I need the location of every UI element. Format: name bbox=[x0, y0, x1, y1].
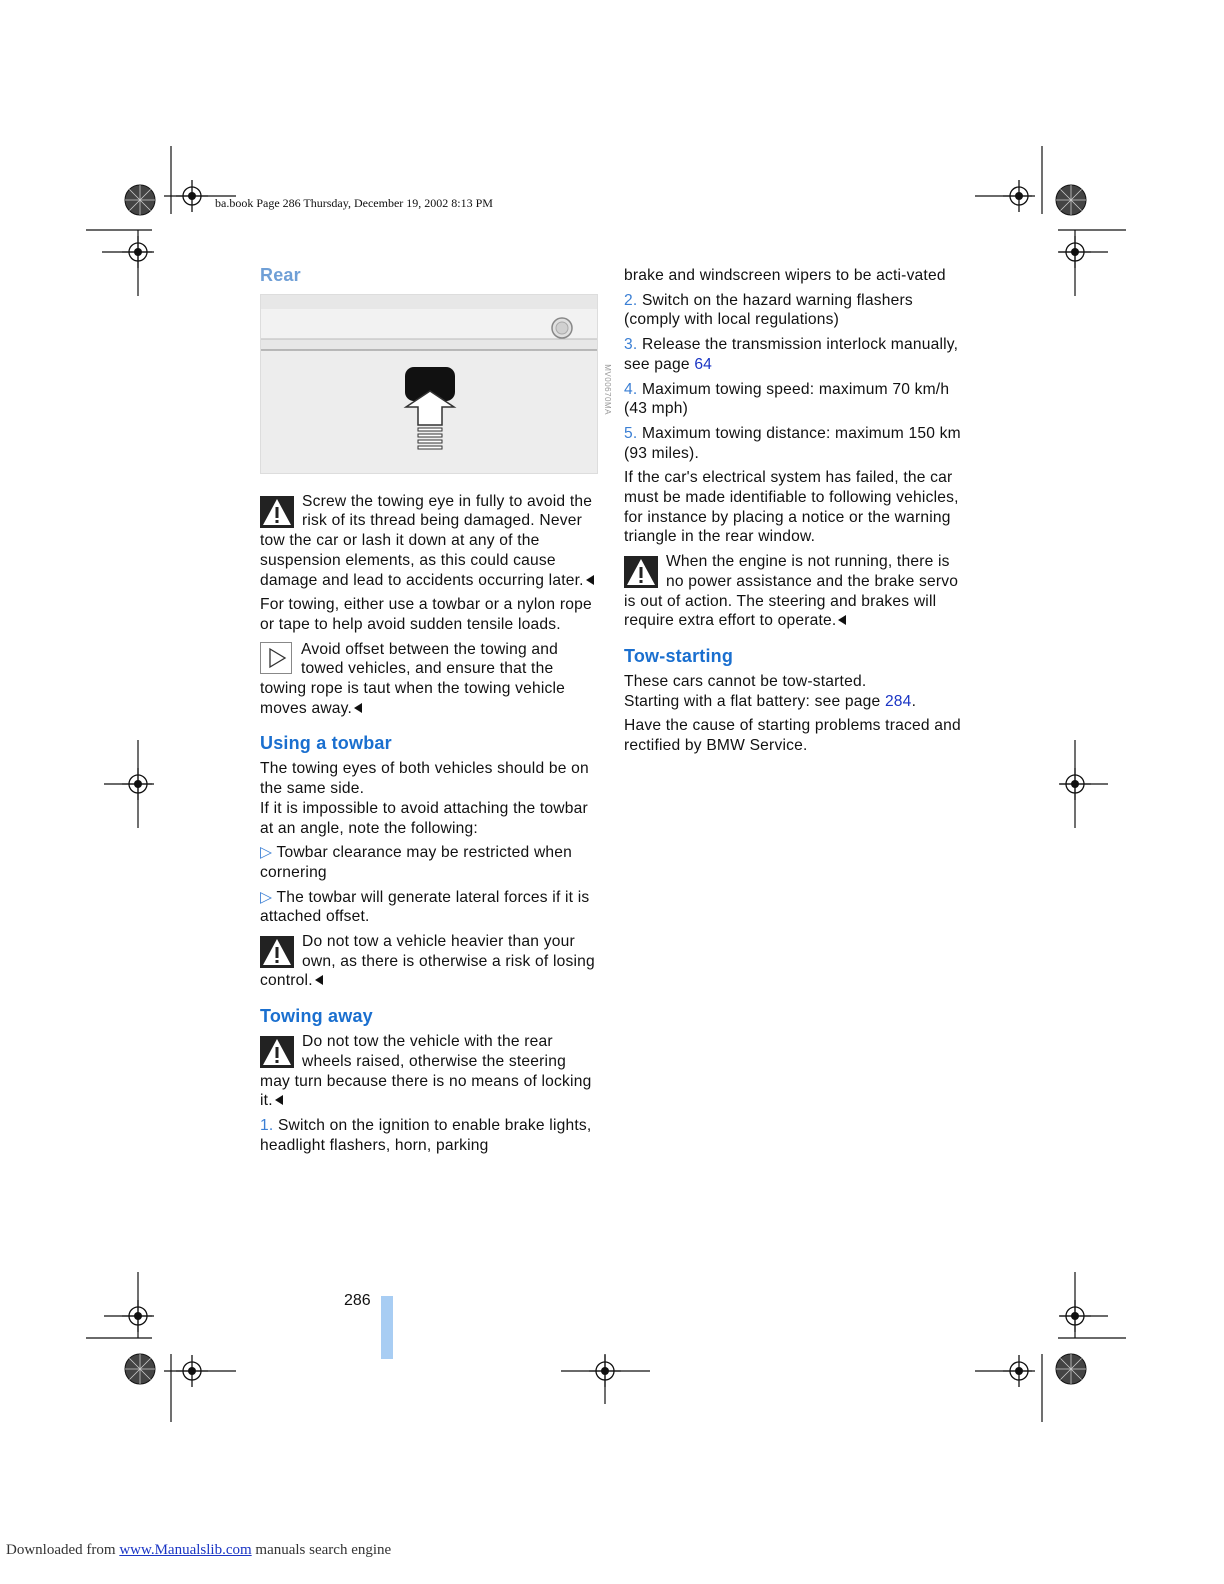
warning-block bbox=[260, 492, 598, 591]
end-mark-icon bbox=[275, 1095, 283, 1105]
left-column bbox=[260, 265, 612, 1160]
paragraph: These cars cannot be tow-started. bbox=[624, 672, 867, 690]
page-link[interactable]: 284 bbox=[884, 692, 912, 710]
end-mark-icon bbox=[838, 615, 846, 625]
print-header: ba.book Page 286 Thursday, December 19, 2002 8:13 PM bbox=[215, 196, 493, 210]
paragraph: If the car's electrical system has failed, the car must be made identifiable to following vehicles, for instance by placing a notice or the warning triangle in the rear window. bbox=[624, 469, 959, 546]
paragraph: For towing, either use a towbar or a nylon rope or tape to help avoid sudden tensile loads. bbox=[260, 596, 592, 633]
section-heading-towbar: Using a towbar bbox=[260, 733, 392, 754]
warning-block bbox=[624, 552, 962, 631]
manualslib-link[interactable]: www.Manualslib.com bbox=[119, 1542, 252, 1558]
paragraph: Starting with a flat battery: see page 284. bbox=[624, 692, 917, 710]
right-column bbox=[624, 266, 962, 761]
paragraph: If it is impossible to avoid attaching the towbar at an angle, note the following: bbox=[260, 799, 588, 837]
page-link[interactable]: 64 bbox=[694, 355, 713, 373]
section-heading-tow-starting: Tow-starting bbox=[624, 645, 734, 666]
warning-text: Screw the towing eye in fully to avoid the risk of its thread being damaged. Never tow the car or lash it down at any of the suspension elements, as this could cause damage and lead to accidents occurring later. bbox=[260, 492, 593, 589]
numbered-step: 4. Maximum towing speed: maximum 70 km/h (43 mph) bbox=[624, 380, 950, 418]
page-number: 286 bbox=[344, 1292, 371, 1309]
warning-icon bbox=[260, 496, 294, 528]
warning-text: Do not tow the vehicle with the rear wheels raised, otherwise the steering may turn because there is no means of locking it. bbox=[260, 1033, 592, 1110]
numbered-step: 5. Maximum towing distance: maximum 150 km (93 miles). bbox=[624, 424, 961, 462]
section-heading-rear: Rear bbox=[260, 265, 301, 285]
end-mark-icon bbox=[586, 575, 594, 585]
list-item: ▷ The towbar will generate lateral forces if it is attached offset. bbox=[260, 888, 590, 926]
bullet-triangle-icon: ▷ bbox=[260, 844, 273, 862]
list-item: ▷ Towbar clearance may be restricted when cornering bbox=[260, 844, 573, 881]
warning-block bbox=[260, 1032, 598, 1111]
towing-eye-illustration bbox=[261, 295, 597, 473]
numbered-step: 1. Switch on the ignition to enable brake lights, headlight flashers, horn, parking bbox=[260, 1116, 592, 1154]
numbered-step: 2. Switch on the hazard warning flashers (comply with local regulations) bbox=[624, 291, 913, 329]
figure-code: MV00670MA bbox=[603, 363, 612, 415]
footer: Downloaded from www.Manualslib.com manuals search engine bbox=[6, 1542, 392, 1558]
paragraph: The towing eyes of both vehicles should be on the same side. bbox=[260, 760, 589, 798]
paragraph: Have the cause of starting problems traced and rectified by BMW Service. bbox=[624, 717, 961, 755]
warning-text: Do not tow a vehicle heavier than your own, as there is otherwise a risk of losing control. bbox=[260, 933, 595, 990]
end-mark-icon bbox=[354, 703, 362, 713]
section-heading-towing-away: Towing away bbox=[260, 1006, 373, 1027]
note-text: Avoid offset between the towing and towed vehicles, and ensure that the towing rope is taut when the towing vehicle moves away. bbox=[260, 640, 566, 717]
warning-icon bbox=[260, 1036, 294, 1068]
note-block bbox=[260, 640, 598, 719]
paragraph: brake and windscreen wipers to be acti-vated bbox=[624, 267, 946, 284]
warning-text: When the engine is not running, there is no power assistance and the brake servo is out of action. The steering and brakes will require extra effort to operate. bbox=[624, 553, 959, 630]
warning-block bbox=[260, 932, 598, 991]
warning-icon bbox=[624, 556, 658, 588]
bullet-triangle-icon: ▷ bbox=[260, 888, 273, 906]
end-mark-icon bbox=[315, 975, 323, 985]
towing-eye-figure bbox=[260, 294, 612, 474]
warning-icon bbox=[260, 936, 294, 968]
numbered-step: 3. Release the transmission interlock manually, see page 64 bbox=[624, 336, 959, 373]
note-arrow-icon bbox=[260, 642, 292, 674]
page-tab-bar bbox=[381, 1296, 393, 1359]
